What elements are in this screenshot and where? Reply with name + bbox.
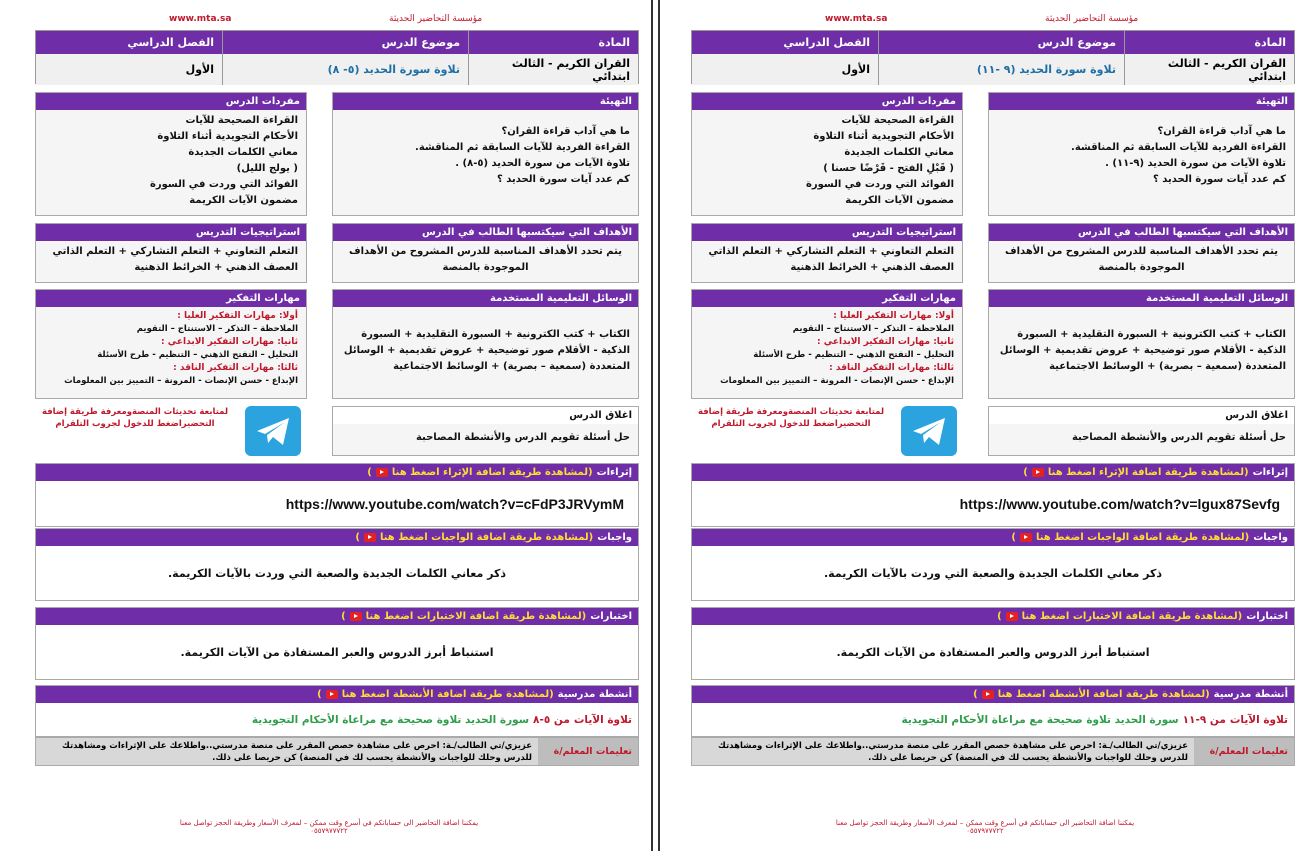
telegram-icon[interactable] [245,406,301,456]
goals-text: يتم تحدد الأهداف المناسبة للدرس المشروح من الأهداف الموجودة بالمنصة [1005,246,1278,273]
thinking-list [692,307,962,391]
goals-box [988,223,1295,283]
list-item: ومعرفة طريقة إضافة التحضير [697,407,871,429]
list-item: تلاوة الآيات من سورة الحديد (٩-١١) . [1105,158,1286,169]
lesson-page-left [4,0,653,851]
list-item: معاني الكلمات الجديدة [844,147,954,158]
activities-title: أنشطة مدرسية [557,689,632,700]
activities-section: أنشطة مدرسية (لمشاهدة طريقة اضافة الأنشطة اضغط هنا ) تلاوة الآيات من ٥-٨ سورة الحديد تلاوة صحيحة مع مراعاة الأحكام التجويدية [35,685,639,737]
thinking-list [36,307,306,391]
homework-text: ذكر معاني الكلمات الجديدة والصعبة التي وردت بالآيات الكريمة. [823,566,1163,580]
thinking-box [691,289,963,399]
intro-box [332,92,639,216]
list-item: ( يولج الليل) [236,163,298,174]
test-section: اختبارات (لمشاهدة طريقة اضافة الاختبارات اضغط هنا ) استنباط أبرز الدروس والعبر المستفادة من الآيات الكريمة. [691,607,1295,680]
page-footer: يمكننا اضافة التحاضير الى حساباتكم في أسرع وقت ممكن – لمعرف الأسعار وطريقة الحجز تواصل معنا ٠٥٥٧٩٧٧٧٢٢ [835,819,1135,835]
term-value: الأول [841,63,870,76]
list-item: الإبداع - حسن الإنصات - المرونة – التمييز بين المعلومات [64,376,298,386]
list-item: الذكية - الأقلام صور توضيحية + عروض تقديمية + الوسائل [343,345,630,356]
list-item: الفوائد التي وردت في السورة [805,179,954,190]
org-name: مؤسسة التحاضير الحديثة [389,14,483,24]
list-item: كم عدد آيات سورة الحديد ؟ [1152,174,1286,185]
list-item: مضمون الآيات الكريمة [189,195,298,206]
media-title: الوسائل التعليمية المستخدمة [333,290,638,307]
intro-list [333,110,638,191]
list-item: أولا: مهارات التفكير العليا : [177,311,298,321]
test-title: اختبارات [1246,611,1288,622]
list-item: ما هي آداب قراءة القران؟ [1157,126,1286,137]
closing-text: حل أسئلة تقويم الدرس والأنشطة المصاحبة [415,432,630,443]
head-subject: المادة [1124,31,1294,54]
goals-title: الأهداف التي سيكتسبها الطالب في الدرس [333,224,638,241]
head-topic: موضوع الدرس [878,31,1124,54]
list-item: لمتابعة تحديثات المنصة [132,407,229,417]
lesson-header-table [691,30,1295,84]
goals-title: الأهداف التي سيكتسبها الطالب في الدرس [989,224,1294,241]
vocab-title: مفردات الدرس [692,93,962,110]
subject-value: القران الكريم - الثالث ابتدائي [1124,54,1294,85]
youtube-icon[interactable] [364,533,376,542]
list-item: ما هي آداب قراءة القران؟ [501,126,630,137]
list-item: الإبداع - حسن الإنصات - المرونة – التمييز بين المعلومات [720,376,954,386]
org-name: مؤسسة التحاضير الحديثة [1045,14,1139,24]
list-item: التحليل – التفتح الذهني – التنظيم - طرح الأسئلة [97,350,298,360]
list-item: الذكية - الأقلام صور توضيحية + عروض تقديمية + الوسائل [999,345,1286,356]
closing-title: اغلاق الدرس [989,407,1294,424]
homework-section: واجبات (لمشاهدة طريقة اضافة الواجبات اضغط هنا ) ذكر معاني الكلمات الجديدة والصعبة التي وردت بالآيات الكريمة. [691,528,1295,601]
list-item: ثانيا: مهارات التفكير الابداعي : [817,337,954,347]
youtube-icon[interactable] [1006,612,1018,621]
enrich-howto-link[interactable]: (لمشاهدة طريقة اضافة الإثراء اضغط هنا [1047,467,1249,478]
list-item: الملاحظة – التذكر – الاستنتاج – التقويم [792,324,954,334]
test-text: استنباط أبرز الدروس والعبر المستفادة من الآيات الكريمة. [836,645,1150,659]
enrich-title: إثراءات [596,467,632,478]
goals-box [332,223,639,283]
activity-label: تلاوة الآيات [1229,713,1288,726]
vocab-list [692,110,962,212]
list-item: واطلاعك على الإثراءات ومشاهدتك للدرس وحلك للواجبات والأنشطة يحسب لك في المنصة) كن حريصا على ذلك. [718,741,1188,763]
strategies-title: استراتيجيات التدريس [36,224,306,241]
test-howto-link[interactable]: (لمشاهدة طريقة اضافة الاختبارات اضغط هنا [365,611,587,622]
intro-box [988,92,1295,216]
enrich-url[interactable]: https://www.youtube.com/watch?v=lgux87Sevfg [959,495,1280,512]
activity-range: من ٩-١١ [1182,713,1226,726]
youtube-icon[interactable] [1032,468,1044,477]
strategies-list [36,241,306,279]
list-item: القراءة الفردية للآيات السابقة ثم المناقشة. [1071,142,1286,153]
list-item: اضغط للدخول لجروب التلقرام [55,419,182,429]
list-item: القراءة الصحيحة للآيات [185,115,298,126]
topic-value: تلاوة سورة الحديد (٩ -١١) [878,54,1124,85]
topic-value: تلاوة سورة الحديد (٥- ٨) [222,54,468,85]
list-item: مضمون الآيات الكريمة [845,195,954,206]
list-item: تلاوة الآيات من سورة الحديد (٥-٨) . [455,158,630,169]
test-section: اختبارات (لمشاهدة طريقة اضافة الاختبارات اضغط هنا ) استنباط أبرز الدروس والعبر المستفادة من الآيات الكريمة. [35,607,639,680]
enrich-url[interactable]: https://www.youtube.com/watch?v=cFdP3JRVymM [285,495,624,512]
homework-howto-link[interactable]: (لمشاهدة طريقة اضافة الواجبات اضغط هنا [379,532,594,543]
list-item: الفوائد التي وردت في السورة [149,179,298,190]
telegram-icon[interactable] [901,406,957,456]
promo-text[interactable] [691,406,891,430]
media-list [333,307,638,378]
list-item: الأحكام التجويدية أثناء التلاوة [813,131,954,142]
head-term: الفصل الدراسي [692,31,878,54]
telegram-promo[interactable] [35,404,307,460]
notes-label: تعليمات المعلم/ة [1194,738,1294,765]
homework-title: واجبات [597,532,632,543]
vocab-box [691,92,963,216]
enrich-section: إثراءات (لمشاهدة طريقة اضافة الإثراء اضغط هنا ) https://www.youtube.com/watch?v=cFdP3JRVymM [35,463,639,527]
strategies-list [692,241,962,279]
goals-text: يتم تحدد الأهداف المناسبة للدرس المشروح من الأهداف الموجودة بالمنصة [349,246,622,273]
head-subject: المادة [468,31,638,54]
media-box [332,289,639,399]
head-topic: موضوع الدرس [222,31,468,54]
site-url[interactable]: www.mta.sa [169,14,232,24]
notes-label: تعليمات المعلم/ة [538,738,638,765]
media-title: الوسائل التعليمية المستخدمة [989,290,1294,307]
list-item: ( قَبْلِ الفتح - قَرْضًا حسنا ) [823,163,954,174]
youtube-icon[interactable] [1020,533,1032,542]
vocab-box [35,92,307,216]
list-item: ثالثا: مهارات التفكير الناقد : [829,363,954,373]
media-list [989,307,1294,378]
page-footer: يمكننا اضافة التحاضير الى حساباتكم في أسرع وقت ممكن – لمعرف الأسعار وطريقة الحجز تواصل معنا ٠٥٥٧٩٧٧٧٢٢ [179,819,479,835]
list-item: اضغط للدخول لجروب التلقرام [711,419,838,429]
list-item: ومعرفة طريقة إضافة التحضير [41,407,215,429]
list-item: المتعددة (سمعية – بصرية) + الوسائط الاجتماعية [393,361,630,372]
list-item: المتعددة (سمعية – بصرية) + الوسائط الاجتماعية [1049,361,1286,372]
lesson-header-table [35,30,639,84]
strategies-title: استراتيجيات التدريس [692,224,962,241]
activity-label: تلاوة الآيات [573,713,632,726]
closing-box [988,406,1295,456]
closing-title: اغلاق الدرس [333,407,638,424]
list-item: عزيزي/تي الطالب/ـة: احرص على مشاهدة حصص المقرر على منصة مدرستي.. [861,741,1188,751]
term-value: الأول [185,63,214,76]
strategies-box [691,223,963,283]
list-item: القراءة الفردية للآيات السابقة ثم المناقشة. [415,142,630,153]
head-term: الفصل الدراسي [36,31,222,54]
enrich-howto-link[interactable]: (لمشاهدة طريقة اضافة الإثراء اضغط هنا [391,467,593,478]
teacher-notes [691,737,1295,766]
list-item: معاني الكلمات الجديدة [188,147,298,158]
notes-text [36,738,538,765]
subject-value: القران الكريم - الثالث ابتدائي [468,54,638,85]
homework-section: واجبات (لمشاهدة طريقة اضافة الواجبات اضغط هنا ) ذكر معاني الكلمات الجديدة والصعبة التي وردت بالآيات الكريمة. [35,528,639,601]
strategies-box [35,223,307,283]
closing-text: حل أسئلة تقويم الدرس والأنشطة المصاحبة [1071,432,1286,443]
enrich-section: إثراءات (لمشاهدة طريقة اضافة الإثراء اضغط هنا ) https://www.youtube.com/watch?v=lgux87Sevfg [691,463,1295,527]
thinking-box [35,289,307,399]
top-line [660,14,1307,28]
media-box [988,289,1295,399]
thinking-title: مهارات التفكير [36,290,306,307]
list-item: العصف الذهني + الخرائط الذهنية [134,262,298,273]
telegram-promo[interactable] [691,404,963,460]
list-item: التعلم التعاوني + التعلم التشاركي + التعلم الذاتي [52,246,298,257]
list-item: الكتاب + كتب الكترونية + السبورة التقليدية + السبورة [1017,329,1286,340]
homework-text: ذكر معاني الكلمات الجديدة والصعبة التي وردت بالآيات الكريمة. [167,566,507,580]
notes-text [692,738,1194,765]
list-item: الكتاب + كتب الكترونية + السبورة التقليدية + السبورة [361,329,630,340]
activity-text: سورة الحديد تلاوة صحيحة مع مراعاة الأحكام التجويدية [251,713,530,726]
test-text: استنباط أبرز الدروس والعبر المستفادة من الآيات الكريمة. [180,645,494,659]
list-item: القراءة الصحيحة للآيات [841,115,954,126]
thinking-title: مهارات التفكير [692,290,962,307]
list-item: عزيزي/تي الطالب/ـة: احرص على مشاهدة حصص المقرر على منصة مدرستي.. [205,741,532,751]
list-item: العصف الذهني + الخرائط الذهنية [790,262,954,273]
intro-list [989,110,1294,191]
homework-howto-link[interactable]: (لمشاهدة طريقة اضافة الواجبات اضغط هنا [1035,532,1250,543]
list-item: ثانيا: مهارات التفكير الابداعي : [161,337,298,347]
test-howto-link[interactable]: (لمشاهدة طريقة اضافة الاختبارات اضغط هنا [1021,611,1243,622]
youtube-icon[interactable] [982,690,994,699]
youtube-icon[interactable] [350,612,362,621]
teacher-notes [35,737,639,766]
list-item: ثالثا: مهارات التفكير الناقد : [173,363,298,373]
promo-text[interactable] [35,406,235,430]
list-item: الأحكام التجويدية أثناء التلاوة [157,131,298,142]
homework-title: واجبات [1253,532,1288,543]
lesson-page-right [658,0,1307,851]
test-title: اختبارات [590,611,632,622]
list-item: الملاحظة – التذكر – الاستنتاج – التقويم [136,324,298,334]
enrich-title: إثراءات [1252,467,1288,478]
list-item: لمتابعة تحديثات المنصة [788,407,885,417]
activities-howto-link[interactable]: (لمشاهدة طريقة اضافة الأنشطة اضغط هنا [997,689,1210,700]
list-item: واطلاعك على الإثراءات ومشاهدتك للدرس وحلك للواجبات والأنشطة يحسب لك في المنصة) كن حريصا على ذلك. [62,741,532,763]
closing-box [332,406,639,456]
activities-title: أنشطة مدرسية [1213,689,1288,700]
list-item: أولا: مهارات التفكير العليا : [833,311,954,321]
top-line [4,14,651,28]
activities-howto-link[interactable]: (لمشاهدة طريقة اضافة الأنشطة اضغط هنا [341,689,554,700]
intro-title: التهيئة [989,93,1294,110]
list-item: كم عدد آيات سورة الحديد ؟ [496,174,630,185]
activity-text: سورة الحديد تلاوة صحيحة مع مراعاة الأحكام التجويدية [901,713,1179,726]
youtube-icon[interactable] [376,468,388,477]
activity-range: من ٥-٨ [533,713,570,726]
site-url[interactable]: www.mta.sa [825,14,888,24]
activities-section: أنشطة مدرسية (لمشاهدة طريقة اضافة الأنشطة اضغط هنا ) تلاوة الآيات من ٩-١١ سورة الحديد تلاوة صحيحة مع مراعاة الأحكام التجويدية [691,685,1295,737]
youtube-icon[interactable] [326,690,338,699]
vocab-title: مفردات الدرس [36,93,306,110]
list-item: التحليل – التفتح الذهني – التنظيم - طرح الأسئلة [753,350,954,360]
intro-title: التهيئة [333,93,638,110]
list-item: التعلم التعاوني + التعلم التشاركي + التعلم الذاتي [708,246,954,257]
vocab-list [36,110,306,212]
